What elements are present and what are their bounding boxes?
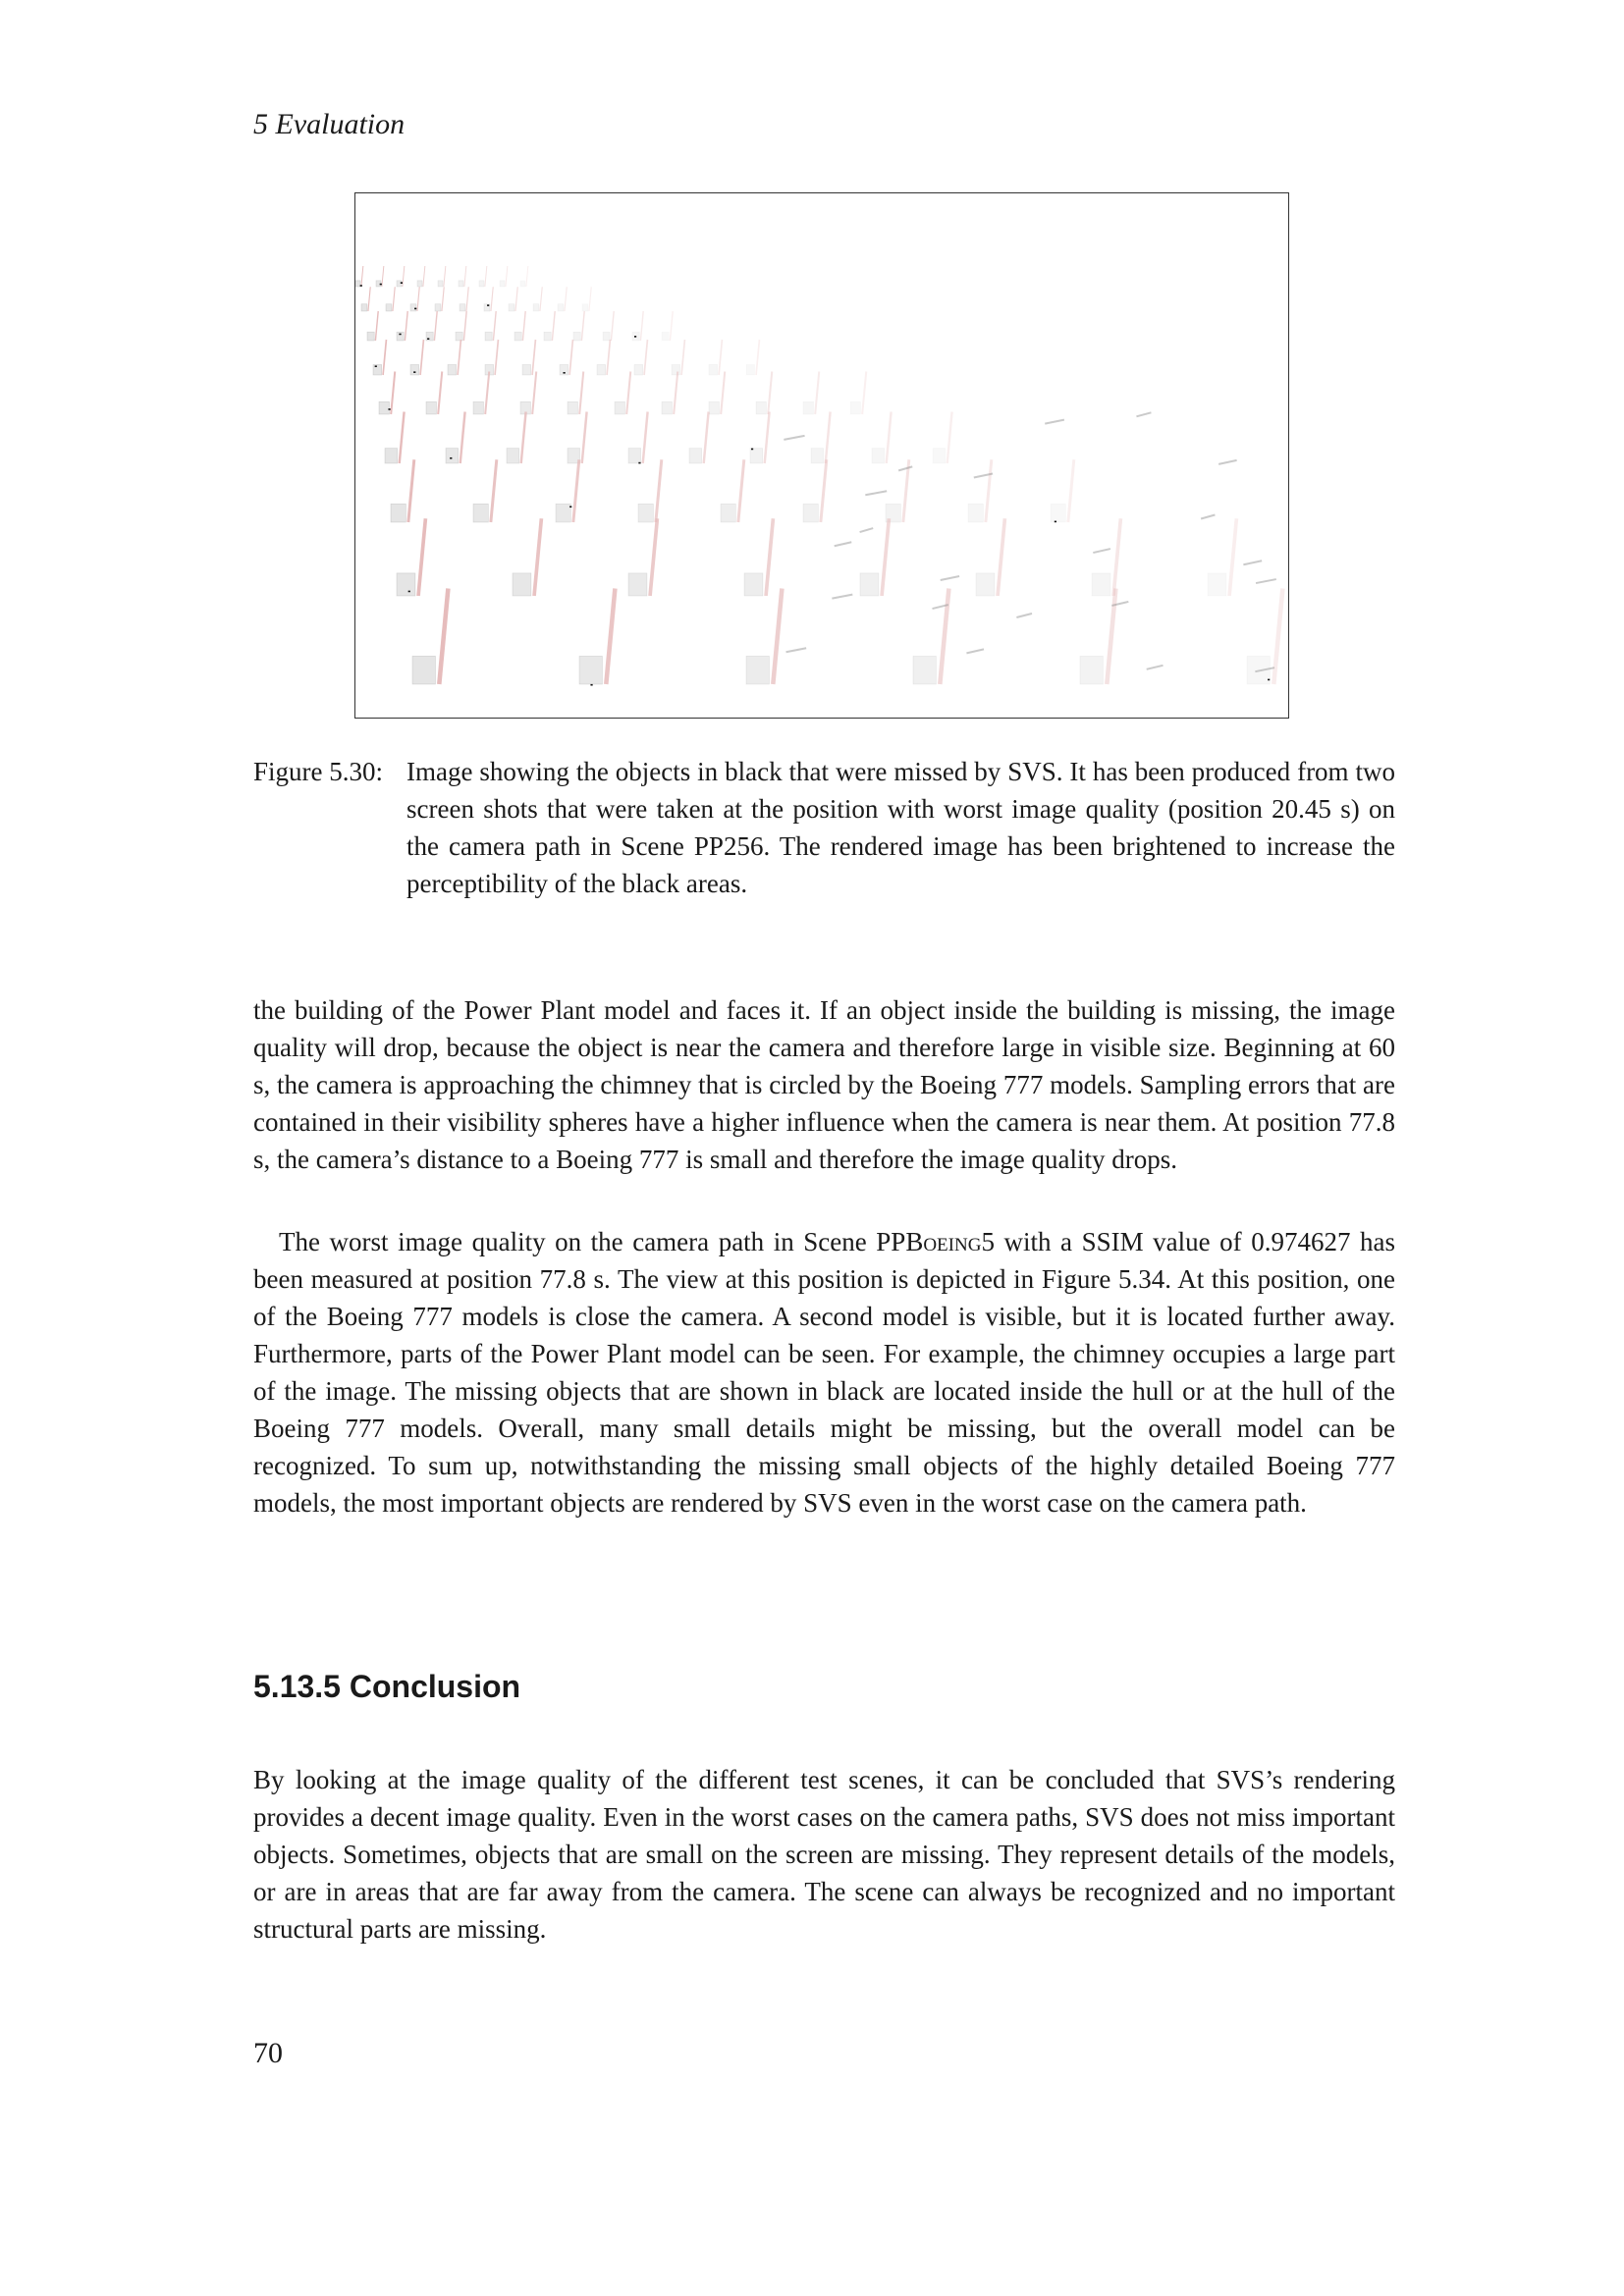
building-block (367, 332, 374, 341)
chimney (485, 372, 489, 415)
chimney (522, 311, 525, 341)
building-block (603, 332, 610, 341)
building-block (412, 656, 435, 684)
chimney (998, 518, 1004, 596)
ground-object (941, 576, 959, 580)
building-block (803, 504, 818, 522)
chimney (650, 518, 657, 596)
chimney (458, 340, 460, 375)
building-block (746, 656, 769, 684)
figure-label: Figure 5.30: (253, 757, 383, 786)
chimney (444, 266, 446, 287)
chimney (417, 287, 419, 311)
building-block (1051, 504, 1065, 522)
building-block (1208, 573, 1226, 596)
ground-object (1136, 412, 1151, 416)
chimney (438, 372, 442, 415)
ground-object (786, 648, 807, 652)
building-block (385, 449, 398, 463)
chimney (756, 340, 759, 375)
missed-object (360, 285, 362, 287)
missed-object (751, 449, 753, 451)
chimney (491, 459, 497, 522)
chimney (532, 372, 536, 415)
building-block (544, 332, 551, 341)
building-block (579, 656, 602, 684)
building-block (473, 401, 483, 414)
building-block (410, 364, 419, 375)
chimney (493, 311, 496, 341)
chimney (552, 311, 555, 341)
building-block (872, 449, 885, 463)
chimney (1068, 459, 1074, 522)
chimney (1113, 518, 1120, 596)
building-block (672, 364, 680, 375)
paragraph-2 (253, 1223, 1395, 1522)
building-block (615, 401, 624, 414)
building-block (514, 332, 521, 341)
chimney (773, 589, 782, 685)
building-block (756, 401, 766, 414)
building-block (860, 573, 879, 596)
chimney (464, 266, 466, 287)
chimney (768, 372, 772, 415)
building-block (750, 449, 763, 463)
ground-object (865, 491, 887, 495)
chimney (626, 372, 630, 415)
ground-object (1016, 614, 1032, 617)
ground-object (1201, 515, 1215, 519)
ground-object (1045, 420, 1064, 424)
chimney (1107, 589, 1115, 685)
missed-object (375, 365, 377, 367)
ground-object (835, 542, 852, 546)
chimney (569, 340, 572, 375)
running-head: 5 Evaluation (253, 108, 406, 140)
building-block (662, 401, 672, 414)
missed-object (1055, 521, 1056, 523)
chimney (466, 287, 468, 311)
building-block (689, 449, 702, 463)
building-block (638, 504, 653, 522)
chimney (765, 412, 770, 464)
building-block (397, 332, 404, 341)
building-block (397, 573, 415, 596)
building-block (373, 364, 382, 375)
missed-object (564, 372, 566, 374)
chimney (1273, 589, 1282, 685)
chimney (606, 589, 615, 685)
chimney (434, 311, 437, 341)
chimney (418, 518, 425, 596)
chimney (611, 311, 614, 341)
paragraph-2-after: 5 with a SSIM value of 0.974627 has been measured at position 77.8 s. The view at this position is depicted in Figure 5.34. At this position, one of the Boeing 777 models is close the camera. A second model is visible, but it is located further away. Furthermore, parts of the Power Plant model can be seen. For example, the chimney occupies a large part of the image. The missing objects that are shown in black are located inside the hull or at the hull of the Boeing 777 models. Overall, many small details might be missing, but the overall model can be recognized. To sum up, notwithstanding the missing small objects of the highly detailed Boeing 777 models, the most important objects are rendered by SVS even in the worst case on the camera path. (253, 1227, 1395, 1518)
chimney (368, 287, 370, 311)
missed-object (638, 462, 640, 464)
building-block (709, 401, 719, 414)
chimney (573, 459, 579, 522)
chimney (391, 372, 395, 415)
chimney (821, 459, 827, 522)
missed-object (413, 371, 415, 373)
chimney (403, 266, 405, 287)
chimney (766, 518, 773, 596)
chimney (460, 412, 465, 464)
building-block (509, 304, 514, 311)
chimney (681, 340, 684, 375)
chimney (515, 287, 517, 311)
building-block (1092, 573, 1110, 596)
building-block (426, 332, 433, 341)
building-block (410, 304, 416, 311)
paragraph-2-before: The worst image quality on the camera path in Scene PP (279, 1227, 906, 1256)
building-block (568, 401, 577, 414)
ground-object (1147, 666, 1164, 669)
ground-object (966, 649, 984, 653)
building-block (448, 364, 457, 375)
chimney (862, 372, 866, 415)
chimney (540, 287, 542, 311)
building-block (361, 304, 367, 311)
figure-caption (253, 753, 1395, 902)
ground-object (1093, 549, 1110, 553)
chimney (607, 340, 610, 375)
chimney (986, 459, 992, 522)
chimney (526, 266, 528, 287)
chimney (670, 311, 673, 341)
chimney (393, 287, 395, 311)
building-block (558, 304, 564, 311)
building-block (379, 401, 389, 414)
building-block (803, 401, 813, 414)
chimney (442, 287, 444, 311)
chimney (887, 412, 892, 464)
chimney (581, 311, 584, 341)
building-block (435, 304, 441, 311)
chimney (826, 412, 831, 464)
building-block (485, 332, 492, 341)
building-block (473, 504, 488, 522)
building-block (446, 449, 459, 463)
chimney (579, 372, 583, 415)
figure-caption-text: Image showing the objects in black that were missed by SVS. It has been produced from two screen shots that were taken at the position with worst image quality (position 20.45 s) on the camera path in Scene PP256. The rendered image has been brightened to increase the perceptibility of the black areas. (406, 757, 1395, 898)
building-block (533, 304, 539, 311)
chimney (382, 266, 384, 287)
building-block (1080, 656, 1103, 684)
building-block (417, 281, 422, 287)
chimney (375, 311, 378, 341)
missed-object (401, 282, 403, 284)
building-block (520, 281, 525, 287)
missed-object (408, 591, 410, 593)
building-block (811, 449, 824, 463)
chimney (532, 340, 535, 375)
ground-object (784, 436, 804, 440)
missed-object (634, 336, 636, 338)
chimney (1229, 518, 1236, 596)
building-block (513, 573, 531, 596)
missed-object (569, 506, 571, 507)
chimney (719, 340, 722, 375)
ground-object (1243, 561, 1262, 564)
building-block (500, 281, 505, 287)
chimney (495, 340, 498, 375)
building-block (556, 504, 570, 522)
chimney (420, 340, 423, 375)
missed-object (487, 304, 489, 306)
ground-object (860, 528, 874, 532)
building-block (628, 573, 647, 596)
chimney (674, 372, 677, 415)
building-block (597, 364, 606, 375)
building-block (933, 449, 946, 463)
chimney (534, 518, 541, 596)
building-block (426, 401, 436, 414)
chimney (423, 266, 425, 287)
missed-object (399, 334, 401, 336)
chimney (405, 311, 407, 341)
chimney (656, 459, 662, 522)
chimney (400, 412, 405, 464)
chimney (643, 412, 648, 464)
ground-object (1218, 460, 1236, 464)
missed-object (1268, 679, 1270, 681)
building-block (709, 364, 718, 375)
missed-object (590, 684, 592, 686)
building-block (968, 504, 983, 522)
chimney (882, 518, 889, 596)
missed-object (414, 308, 416, 310)
chimney (491, 287, 493, 311)
building-block (386, 304, 392, 311)
missed-object (380, 284, 382, 286)
chimney (721, 372, 725, 415)
chimney (408, 459, 414, 522)
figure-image (354, 192, 1289, 719)
chimney (704, 412, 709, 464)
building-block (744, 573, 763, 596)
building-block (522, 364, 531, 375)
ground-object (832, 595, 852, 599)
building-block (628, 449, 641, 463)
building-block (479, 281, 484, 287)
building-block (746, 364, 755, 375)
building-block (913, 656, 936, 684)
chimney (582, 412, 587, 464)
chimney (589, 287, 591, 311)
building-block (850, 401, 860, 414)
chimney (463, 311, 466, 341)
power-plant-render (355, 193, 1288, 718)
building-block (391, 504, 406, 522)
chimney (940, 589, 948, 685)
chimney (815, 372, 819, 415)
building-block (507, 449, 519, 463)
missed-object (427, 338, 429, 340)
chimney (738, 459, 744, 522)
chimney (506, 266, 508, 287)
building-block (573, 332, 580, 341)
paragraph-1: the building of the Power Plant model and faces it. If an object inside the building is missing, the image quality will drop, because the object is near the camera and therefore large in visible size. Beginning at 60 s, the camera is approaching the chimney that is circled by the Boeing 777 models. Sampling errors that are contained in their visibility spheres have a higher influence when the camera is near them. At position 77.8 s, the camera’s distance to a Boeing 777 is small and therefore the image quality drops. (253, 995, 1395, 1174)
building-block (355, 281, 360, 287)
building-block (438, 281, 443, 287)
missed-object (450, 457, 452, 459)
chimney (640, 311, 643, 341)
page-number: 70 (253, 2037, 283, 2069)
missed-object (388, 408, 390, 410)
building-block (662, 332, 669, 341)
building-block (459, 281, 463, 287)
section-heading: 5.13.5 Conclusion (253, 1669, 521, 1704)
scene-name-smallcaps: Boeing (905, 1227, 982, 1256)
building-block (634, 364, 643, 375)
ground-object (1256, 579, 1276, 583)
chimney (644, 340, 647, 375)
chimney (361, 266, 363, 287)
chimney (485, 266, 487, 287)
building-block (582, 304, 588, 311)
paragraph-3: By looking at the image quality of the different test scenes, it can be concluded that SVS’s rendering provides a decent image quality. Even in the worst cases on the camera paths, SVS does not miss important objects. Sometimes, objects that are small on the screen are missing. They represent details of the models, or are in areas that are far away from the camera. The scene can always be recognized and no important structural parts are missing. (253, 1765, 1395, 1944)
building-block (721, 504, 735, 522)
chimney (565, 287, 567, 311)
building-block (976, 573, 995, 596)
ground-object (898, 466, 912, 470)
chimney (439, 589, 448, 685)
chimney (521, 412, 526, 464)
building-block (460, 304, 465, 311)
chimney (947, 412, 952, 464)
building-block (456, 332, 462, 341)
chimney (383, 340, 386, 375)
